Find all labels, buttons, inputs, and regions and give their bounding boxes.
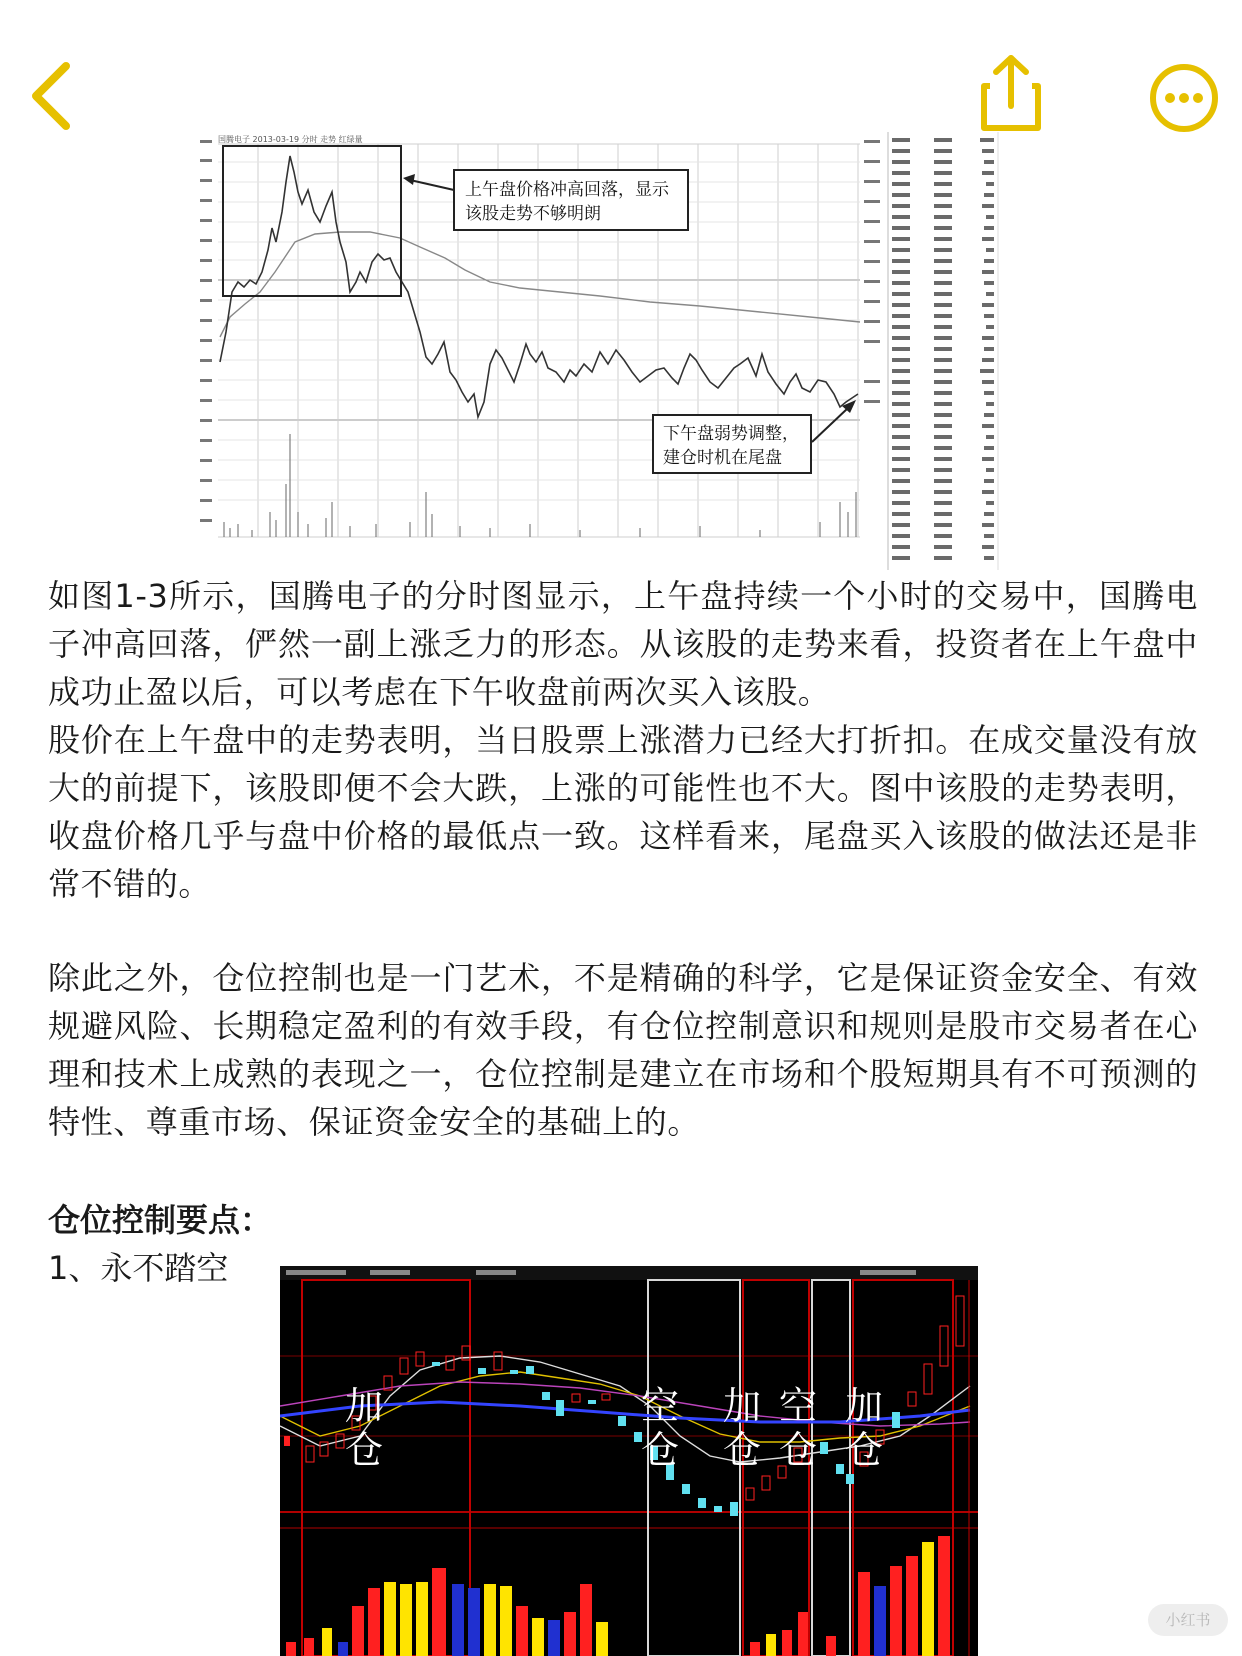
label-empty-position-2: 空 仓 bbox=[778, 1384, 817, 1472]
back-button[interactable] bbox=[26, 58, 76, 134]
list-item: 1、永不踏空 bbox=[48, 1249, 229, 1287]
callout-bottom-line2: 建仓时机在尾盘 bbox=[663, 448, 782, 468]
section-title: 仓位控制要点： bbox=[48, 1201, 273, 1239]
candlestick-chart-image bbox=[280, 1266, 978, 1656]
paragraph-2: 股价在上午盘中的走势表明，当日股票上涨潜力已经大打折扣。在成交量没有放大的前提下，该股即便不会大跌，上涨的可能性也不大。图中该股的走势表明，收盘价格几乎与盘中价格的最低点一致。这样看来，尾盘买入该股的做法还是非常不错的。 bbox=[48, 721, 1198, 903]
paragraph-1: 如图1-3所示，国腾电子的分时图显示，上午盘持续一个小时的交易中，国腾电子冲高回落，俨然一副上涨乏力的形态。从该股的走势来看，投资者在上午盘中成功止盈以后，可以考虑在下午收盘前两次买入该股。 bbox=[48, 577, 1198, 711]
share-button[interactable] bbox=[976, 52, 1046, 134]
callout-top-line2: 该股走势不够明朗 bbox=[465, 204, 601, 224]
label-empty-position-1: 空 仓 bbox=[640, 1384, 679, 1472]
callout-top-line1: 上午盘价格冲高回落，显示 bbox=[465, 180, 669, 200]
label-add-position-1: 加 仓 bbox=[344, 1384, 383, 1472]
article-body bbox=[48, 572, 1198, 1146]
chevron-left-icon bbox=[26, 58, 76, 134]
callout-bottom-line1: 下午盘弱势调整， bbox=[663, 424, 799, 444]
label-add-position-2: 加 仓 bbox=[722, 1384, 761, 1472]
label-add-position-3: 加 仓 bbox=[844, 1384, 883, 1472]
more-dots-icon bbox=[1148, 62, 1220, 134]
share-icon bbox=[976, 52, 1046, 134]
more-button[interactable] bbox=[1148, 62, 1220, 134]
watermark-badge: 小红书 bbox=[1148, 1604, 1228, 1636]
intraday-chart-image bbox=[200, 132, 1060, 570]
paragraph-3: 除此之外，仓位控制也是一门艺术，不是精确的科学，它是保证资金安全、有效规避风险、长期稳定盈利的有效手段，有仓位控制意识和规则是股市交易者在心理和技术上成熟的表现之一，仓位控制是建立在市场和个股短期具有不可预测的特性、尊重市场、保证资金安全的基础上的。 bbox=[48, 959, 1198, 1141]
top-bar bbox=[0, 0, 1242, 150]
chart-header: 国腾电子 2013-03-19 分时 走势 红绿量 bbox=[218, 135, 363, 144]
